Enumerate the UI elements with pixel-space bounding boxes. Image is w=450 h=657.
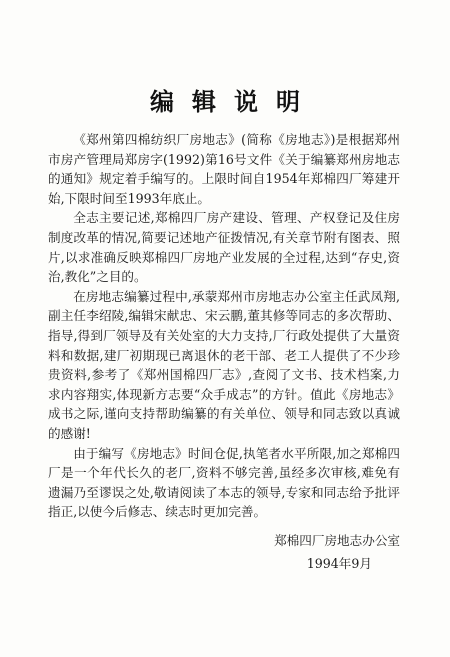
paragraph-disclaimer: 由于编写《房地志》时间仓促,执笔者水平所限,加之郑棉四厂是一个年代长久的老厂,资料不够完善,虽经多次审核,难免有遗漏乃至谬误之处,敬请阅读了本志的领导,专家和同志给予批评指正,以使今后修志、续志时更加完善。 <box>48 445 400 520</box>
paragraph-content: 全志主要记述,郑棉四厂房产建设、管理、产权登记及住房制度改革的情况,简要记述地产征拨情况,有关章节附有图表、照片,以求准确反映郑棉四厂房地产业发展的全过程,达到“存史,资治,教化”之目的。 <box>48 210 400 285</box>
paragraph-acknowledgement: 在房地志编纂过程中,承蒙郑州市房地志办公室主任武凤翔,副主任李绍陵,编辑宋献忠、宋云鹏,董其修等同志的多次帮助、指导,得到厂领导及有关处室的大力支持,厂行政处提供了大量资料和数据,建厂初期现已离退休的老干部、老工人提供了不少珍贵资料,参考了《郑州国棉四厂志》,查阅了文书、技术档案,力求内容翔实,体现新方志要“众手成志”的方针。值此《房地志》成书之际,谨向支持帮助编纂的有关单位、领导和同志致以真诚的感谢! <box>48 288 400 441</box>
signature-organization: 郑棉四厂房地志办公室 <box>274 533 400 548</box>
body-text <box>48 130 400 522</box>
page-title: 编辑说明 <box>150 88 318 116</box>
signature-date: 1994年9月 <box>306 556 372 571</box>
paragraph-intro: 《郑州第四棉纺织厂房地志》(简称《房地志》)是根据郑州市房产管理局郑房字(1992)第16号文件《关于编纂郑州房地志的通知》规定着手编写的。上限时间自1954年郑棉四厂筹建开始,下限时间至1993年底止。 <box>48 132 400 206</box>
